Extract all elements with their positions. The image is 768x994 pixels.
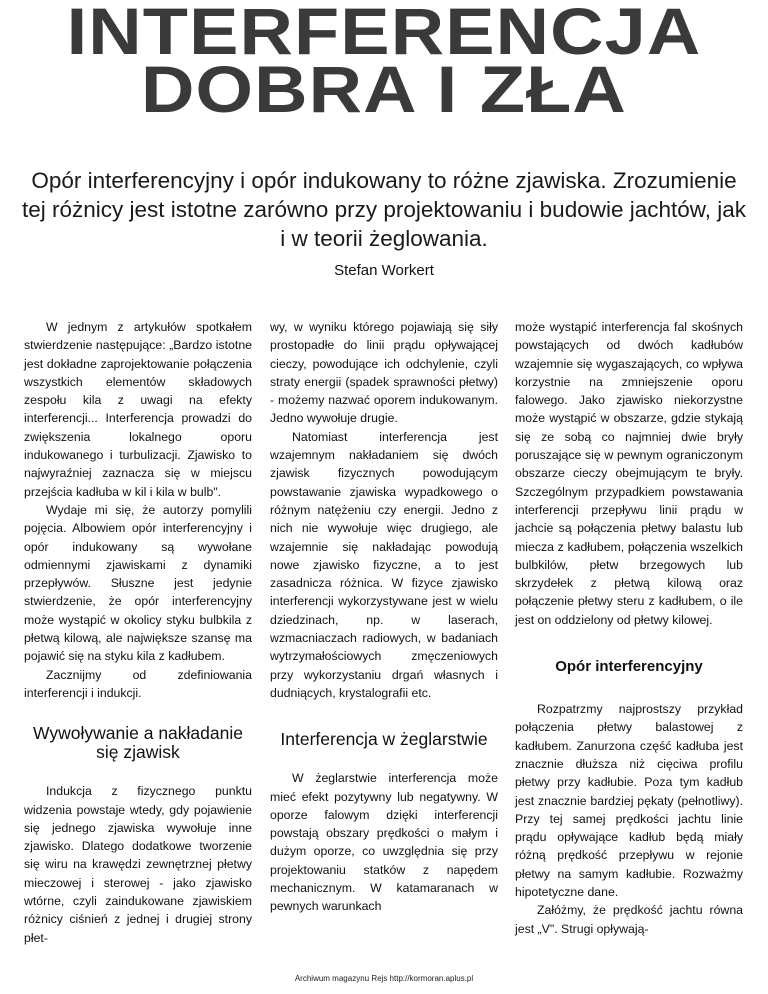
paragraph: wy, w wyniku którego pojawiają się siły prostopadłe do linii prądu opływającej cieczy, powodujące ich odchylenie, czyli straty energii (spadek sprawności płetwy) - możemy nazwać oporem indukowanym. Jedno wywołuje drugie. [270,320,498,426]
lead-paragraph: Opór interferencyjny i opór indukowany to różne zjawiska. Zrozumienie tej różnicy jest istotne zarówno przy projektowaniu i budowie jachtów, jak i w teorii żeglowania. [21,168,747,251]
paragraph: W jednym z artykułów spotkałem stwierdzenie następujące: „Bardzo istotne jest dokładne zaprojektowanie połączenia wszystkich elementów składowych zespołu kila z uwagi na efekty interferencji... Interferencja prowadzi do zwiększenia lokalnego oporu indukowanego i turbulizacji. Zjawisko to najwyraźniej zaznacza się w miejscu przejścia kadłuba w kil i kila w bulb". [24,320,252,499]
author-name: Stefan Workert [334,262,434,279]
section-heading: Interferencja w żeglarstwie [280,729,488,750]
paragraph: Natomiast interferencja jest wzajemnym nakładaniem się dwóch zjawisk fizycznych powodującym powstawanie zjawiska wypadkowego o różnym natężeniu czy energii. Jedno z nich nie wywołuje więc drugiego, ale wzajemnie się nakładając powodują nowe zjawisko fizyczne, a to jest zasadnicza różnica. W fizyce zjawisko interferencji wykorzystywane jest w wielu dziedzinach, np. w laserach, wzmacniaczach radiowych, w badaniach wytrzymałościowych zmęczeniowych przy wykorzystaniu drgań własnych i dudniących, krystalografii etc. [270,429,498,700]
column-3 [515,318,743,938]
column-1 [24,318,252,947]
column-2 [270,318,498,916]
paragraph: Załóżmy, że prędkość jachtu równa jest „V". Strugi opływają- [515,903,743,936]
paragraph: Wydaje mi się, że autorzy pomylili pojęcia. Albowiem opór interferencyjny i opór indukowany są wywołane odmiennymi zjawiskami z dynamiki przepływów. Słuszne jest jedynie stwierdzenie, że opór interferencyjny może wystąpić w okolicy styku bulbkila z płetwą kilową, ale największe szansę ma pojawić się na styku kila z kadłubem. [24,502,252,664]
paragraph: Zacznijmy od zdefiniowania interferencji i indukcji. [24,667,252,700]
paragraph: Indukcja z fizycznego punktu widzenia powstaje wtedy, gdy pojawienie się jednego zjawiska wywołuje inne zjawisko. Dlatego dodatkowe tworzenie się wiru na krawędzi zewnętrznej płetwy mieczowej i sterowej - jako zjawisko wtórne, czyli zaindukowane zjawiskiem różnicy ciśnień z jednej i drugiej strony płet- [24,784,252,945]
paragraph: W żeglarstwie interferencja może mieć efekt pozytywny lub negatywny. W oporze falowym dzięki interferencji powstają obszary prędkości o małym i dużym oporze, co uwzględnia się przy projektowaniu statków z napędem mechanicznym. W katamaranach w pewnych warunkach [270,771,498,914]
section-heading: Opór interferencyjny [555,658,703,676]
paragraph: może wystąpić interferencja fal skośnych powstających od dwóch kadłubów wzajemnie się wygaszających, co wpływa korzystnie na zmniejszenie oporu falowego. Jako zjawisko niekorzystne może wystąpić w obszarze, gdzie stykają się ze sobą co najmniej dwie bryły poruszające się w pewnym ograniczonym obszarze cieczy obejmującym te bryły. Szczególnym przypadkiem powstawania interferencji przepływu linii prądu w jachcie są połączenia płetwy balastu lub miecza z kadłubem, połączenia wszelkich bulbkilów, płetw brzegowych lub skrzydełek z płetwą kilową oraz połączenie płetwy steru z kadłubem, o ile jest on oddzielony od płetwy kilowej. [515,320,743,627]
section-heading: Wywoływanie a nakładanie się zjawisk [33,723,243,763]
title-line-2: DOBRA I ZŁA [141,52,627,126]
title-line-1: INTERFERENCJA [66,0,702,68]
paragraph: Rozpatrzmy najprostszy przykład połączenia płetwy balastowej z kadłubem. Zanurzona część kadłuba jest znacznie dłuższa niż cięciwa profilu płetwy przy kadłubie. Poza tym kadłub jest znacznie bardziej pękaty (pełnotliwy). Przy tej samej prędkości jachtu linie prądu opływające kadłub będą miały różną prędkość przepływu w rejonie płetwy na samym kadłubie. Rozważmy hipotetyczne dane. [515,702,743,900]
article-title [0,0,768,126]
footer-source: Archiwum magazynu Rejs http://kormoran.aplus.pl [294,974,474,983]
